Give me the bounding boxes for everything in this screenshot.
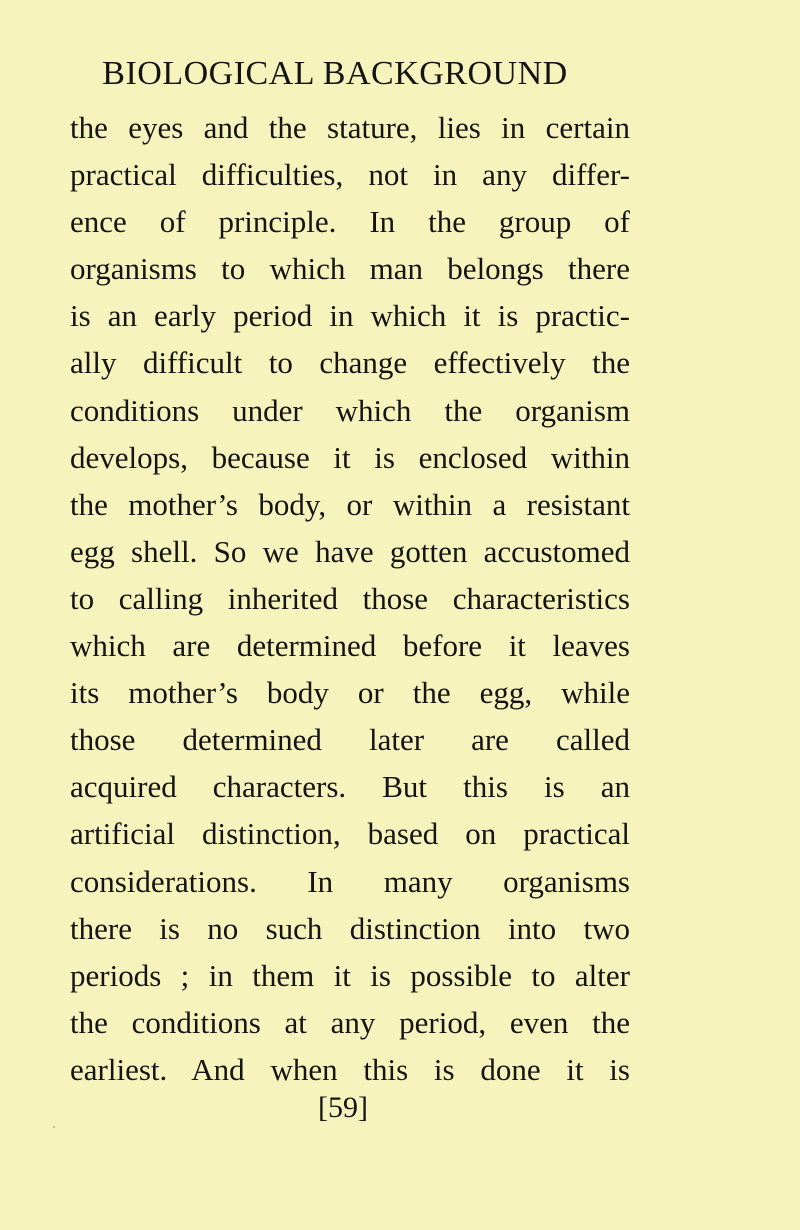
text-line: periods ; in them it is possible to alter bbox=[70, 957, 630, 993]
text-line: earliest. And when this is done it is bbox=[70, 1051, 630, 1087]
text-line: to calling inherited those characteristics bbox=[70, 580, 630, 616]
text-line: there is no such distinction into two bbox=[70, 910, 630, 946]
text-line: is an early period in which it is practic- bbox=[70, 298, 630, 334]
text-line: practical difficulties, not in any differ- bbox=[70, 157, 630, 193]
paper-speck bbox=[53, 1126, 55, 1128]
text-line: which are determined before it leaves bbox=[70, 628, 630, 664]
text-line: develops, because it is enclosed within bbox=[70, 439, 630, 475]
text-line: egg shell. So we have gotten accustomed bbox=[70, 533, 630, 569]
text-line: the mother’s body, or within a resistant bbox=[70, 486, 630, 522]
text-line: those determined later are called bbox=[70, 722, 630, 758]
text-line: ally difficult to change effectively the bbox=[70, 345, 630, 381]
text-line: its mother’s body or the egg, while bbox=[70, 675, 630, 711]
text-line: ence of principle. In the group of bbox=[70, 204, 630, 240]
text-line: considerations. In many organisms bbox=[70, 863, 630, 899]
text-line: acquired characters. But this is an bbox=[70, 769, 630, 805]
running-head: BIOLOGICAL BACKGROUND bbox=[102, 55, 568, 92]
text-line: artificial distinction, based on practical bbox=[70, 816, 630, 852]
body-text bbox=[70, 104, 630, 1093]
text-line: conditions under which the organism bbox=[70, 392, 630, 428]
text-line: the conditions at any period, even the bbox=[70, 1004, 630, 1040]
text-line: the eyes and the stature, lies in certain bbox=[70, 110, 630, 145]
page-number: [59] bbox=[318, 1091, 368, 1124]
text-line: organisms to which man belongs there bbox=[70, 251, 630, 287]
